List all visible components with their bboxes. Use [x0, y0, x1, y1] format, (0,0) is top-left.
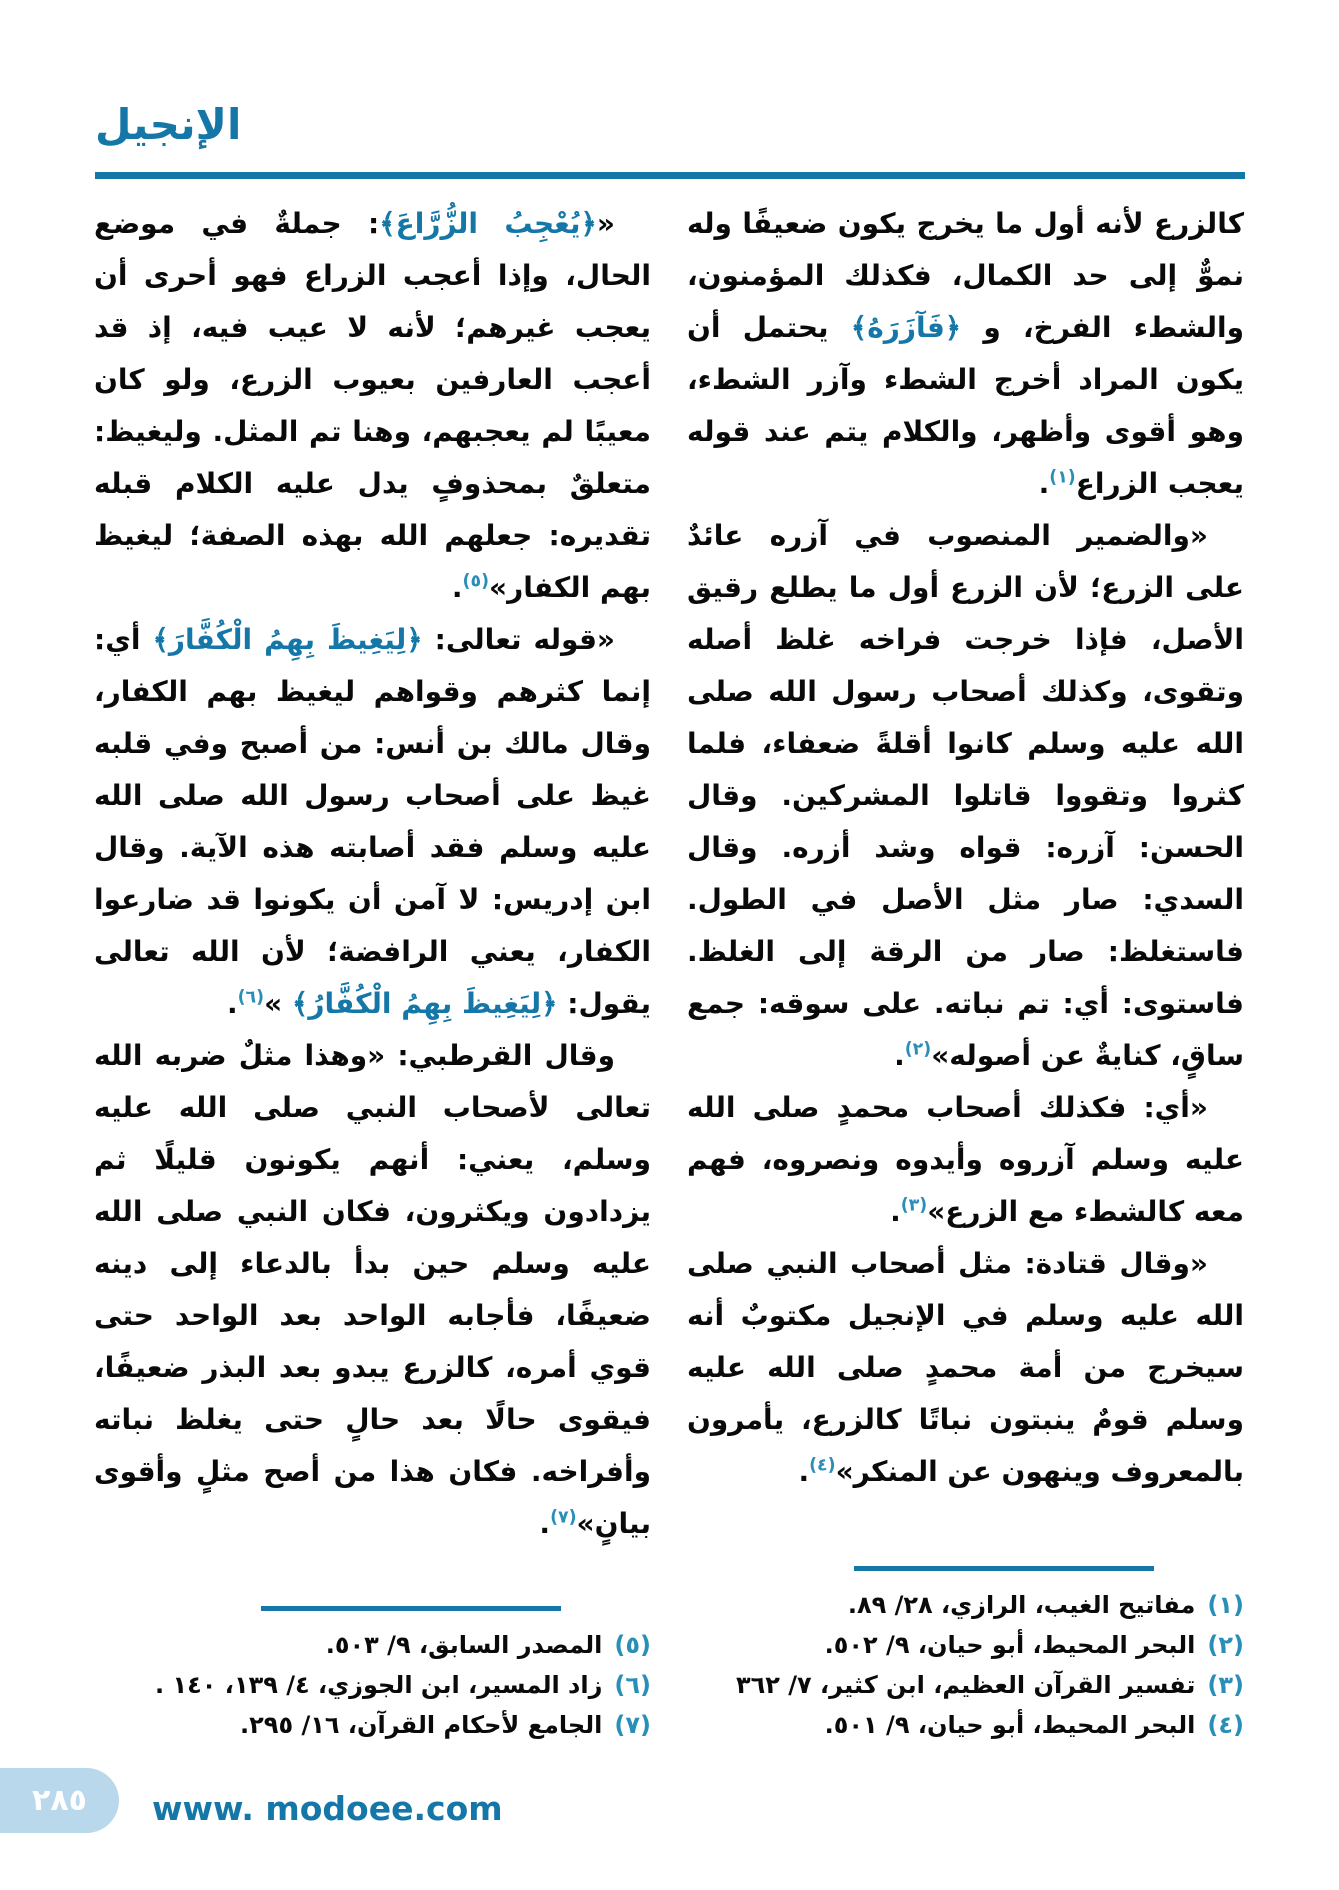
footnote-ref: (٥)	[462, 571, 490, 592]
footnote-number: (٤)	[1207, 1711, 1244, 1739]
footnote-number: (٣)	[1207, 1671, 1244, 1699]
footnote-ref: (٣)	[900, 1195, 928, 1216]
quran-quote: ﴿لِيَغِيظَ بِهِمُ الْكُفَّارُ﴾	[291, 987, 558, 1020]
text-columns	[94, 198, 1244, 1745]
paragraph	[687, 1082, 1244, 1238]
paragraph	[687, 1238, 1244, 1498]
body-text: أي: إنما كثرهم وقواهم ليغيظ بهم الكفار، وقال مالك بن أنس: من أصبح وفي قلبه غيظ على أصحاب رسول الله صلى الله عليه وسلم فقد أصابته هذه الآية. وقال ابن إدريس: لا آمن أن يكونوا قد ضارعوا الكفار، يعني الرافضة؛ لأن الله تعالى يقول:	[94, 623, 651, 1020]
body-text: وقال القرطبي: «وهذا مثلٌ ضربه الله تعالى لأصحاب النبي صلى الله عليه وسلم، يعني: أنهم يكونون قليلًا ثم يزدادون ويكثرون، فكان النبي صلى الله عليه وسلم حين بدأ بالدعاء إلى دينه ضعيفًا، فأجابه الواحد بعد الواحد حتى قوي أمره، كالزرع يبدو بعد البذر ضعيفًا، فيقوى حالًا بعد حالٍ حتى يغلظ نباته وأفراخه. فكان هذا من أصح مثلٍ وأقوى بيانٍ»	[94, 1039, 651, 1540]
footnote-item	[94, 1625, 651, 1665]
body-text: «وقال قتادة: مثل أصحاب النبي صلى الله عليه وسلم في الإنجيل مكتوبٌ أنه سيخرج من أمة محمدٍ صلى الله عليه وسلم قومٌ ينبتون نباتًا كالزرع، يأمرون بالمعروف وينهون عن المنكر»	[687, 1247, 1244, 1488]
column-right	[687, 198, 1244, 1745]
body-text: : جملةٌ في موضع الحال، وإذا أعجب الزراع فهو أحرى أن يعجب غيرهم؛ لأنه لا عيب فيه، إذ قد أعجب العارفين بعيوب الزرع، ولو كان معيبًا لم يعجبهم، وهنا تم المثل. وليغيظ: متعلقٌ بمحذوفٍ يدل عليه الكلام قبله تقديره: جعلهم الله بهذه الصفة؛ ليغيظ بهم الكفار»	[94, 207, 651, 604]
paragraph	[94, 1030, 651, 1550]
footnote-item	[687, 1585, 1244, 1625]
footnote-item	[687, 1665, 1244, 1705]
body-text: «والضمير المنصوب في آزره عائدٌ على الزرع؛ لأن الزرع أول ما يطلع رقيق الأصل، فإذا خرجت فراخه غلظ أصله وتقوى، وكذلك أصحاب رسول الله صلى الله عليه وسلم كانوا أقلةً ضعفاء، فلما كثروا وتقووا قاتلوا المشركين. وقال الحسن: آزره: قواه وشد أزره. وقال السدي: صار مثل الأصل في الطول. فاستغلظ: صار من الرقة إلى الغلظ. فاستوى: أي: تم نباته. على سوقه: جمع ساقٍ، كنايةٌ عن أصوله»	[687, 519, 1244, 1072]
footnote-number: (٦)	[614, 1671, 651, 1699]
body-text: .	[1038, 467, 1050, 500]
quran-quote: ﴿لِيَغِيظَ بِهِمُ الْكُفَّارَ﴾	[152, 623, 423, 656]
footnote-ref: (١)	[1049, 467, 1076, 488]
footnote-area	[94, 1596, 651, 1745]
body-text: .	[451, 571, 463, 604]
footnote-area	[687, 1556, 1244, 1745]
footnote-number: (٢)	[1207, 1631, 1244, 1659]
column-left	[94, 198, 651, 1745]
page-header	[95, 100, 1245, 179]
footnote-text: تفسير القرآن العظيم، ابن كثير، ٧/ ٣٦٢	[735, 1671, 1196, 1699]
paragraph	[687, 198, 1244, 510]
footnote-list	[687, 1585, 1244, 1745]
footnote-text: البحر المحيط، أبو حيان، ٩/ ٥٠١.	[824, 1711, 1196, 1739]
quran-quote: ﴿فَآزَرَهُ﴾	[850, 311, 962, 344]
paragraph	[94, 614, 651, 1030]
running-head-title: الإنجيل	[95, 100, 242, 149]
body-text: .	[798, 1455, 810, 1488]
body-text: .	[539, 1507, 551, 1540]
page-number: ٢٨٥	[32, 1783, 87, 1818]
body-text: يحتمل أن يكون المراد أخرج الشطء وآزر الشطء، وهو أقوى وأظهر، والكلام يتم عند قوله يعجب الزراع	[687, 311, 1244, 500]
header-divider	[95, 172, 1245, 179]
footnote-item	[687, 1705, 1244, 1745]
paragraph	[687, 510, 1244, 1082]
footnote-item	[94, 1665, 651, 1705]
body-text: كالزرع لأنه أول ما يخرج يكون ضعيفًا وله نموٌّ إلى حد الكمال، فكذلك المؤمنون، والشطء الفرخ، و	[687, 207, 1245, 344]
body-text: «أي: فكذلك أصحاب محمدٍ صلى الله عليه وسلم آزروه وأيدوه ونصروه، فهم معه كالشطء مع الزرع»	[687, 1091, 1244, 1228]
footnote-ref: (٢)	[904, 1039, 932, 1060]
footnote-ref: (٦)	[237, 987, 265, 1008]
page-number-badge	[0, 1768, 119, 1833]
body-text: «	[596, 207, 615, 240]
footnote-text: الجامع لأحكام القرآن، ١٦/ ٢٩٥.	[240, 1711, 603, 1739]
body-text: »	[264, 987, 292, 1020]
footnote-text: المصدر السابق، ٩/ ٥٠٣.	[325, 1631, 603, 1659]
footnote-list	[94, 1625, 651, 1745]
footnote-item	[94, 1705, 651, 1745]
footnote-ref: (٧)	[550, 1507, 577, 1528]
footnote-number: (٥)	[614, 1631, 651, 1659]
body-text: .	[890, 1195, 901, 1228]
body-text: .	[894, 1039, 905, 1072]
footnote-text: زاد المسير، ابن الجوزي، ٤/ ١٣٩، ١٤٠ .	[155, 1671, 603, 1699]
footnote-number: (١)	[1207, 1591, 1244, 1619]
website-url[interactable]: www. modoee.com	[152, 1789, 503, 1828]
footnote-ref: (٤)	[809, 1455, 836, 1476]
quran-quote: ﴿يُعْجِبُ الزُّرَّاعَ﴾	[379, 207, 597, 240]
footnote-number: (٧)	[614, 1711, 651, 1739]
footnote-item	[687, 1625, 1244, 1665]
footnote-text: البحر المحيط، أبو حيان، ٩/ ٥٠٢.	[824, 1631, 1196, 1659]
footnote-divider	[854, 1566, 1154, 1571]
body-text: «قوله تعالى:	[422, 623, 615, 656]
footnote-divider	[261, 1606, 561, 1611]
footnote-text: مفاتيح الغيب، الرازي، ٢٨/ ٨٩.	[847, 1591, 1196, 1619]
paragraph	[94, 198, 651, 614]
body-text: .	[226, 987, 238, 1020]
